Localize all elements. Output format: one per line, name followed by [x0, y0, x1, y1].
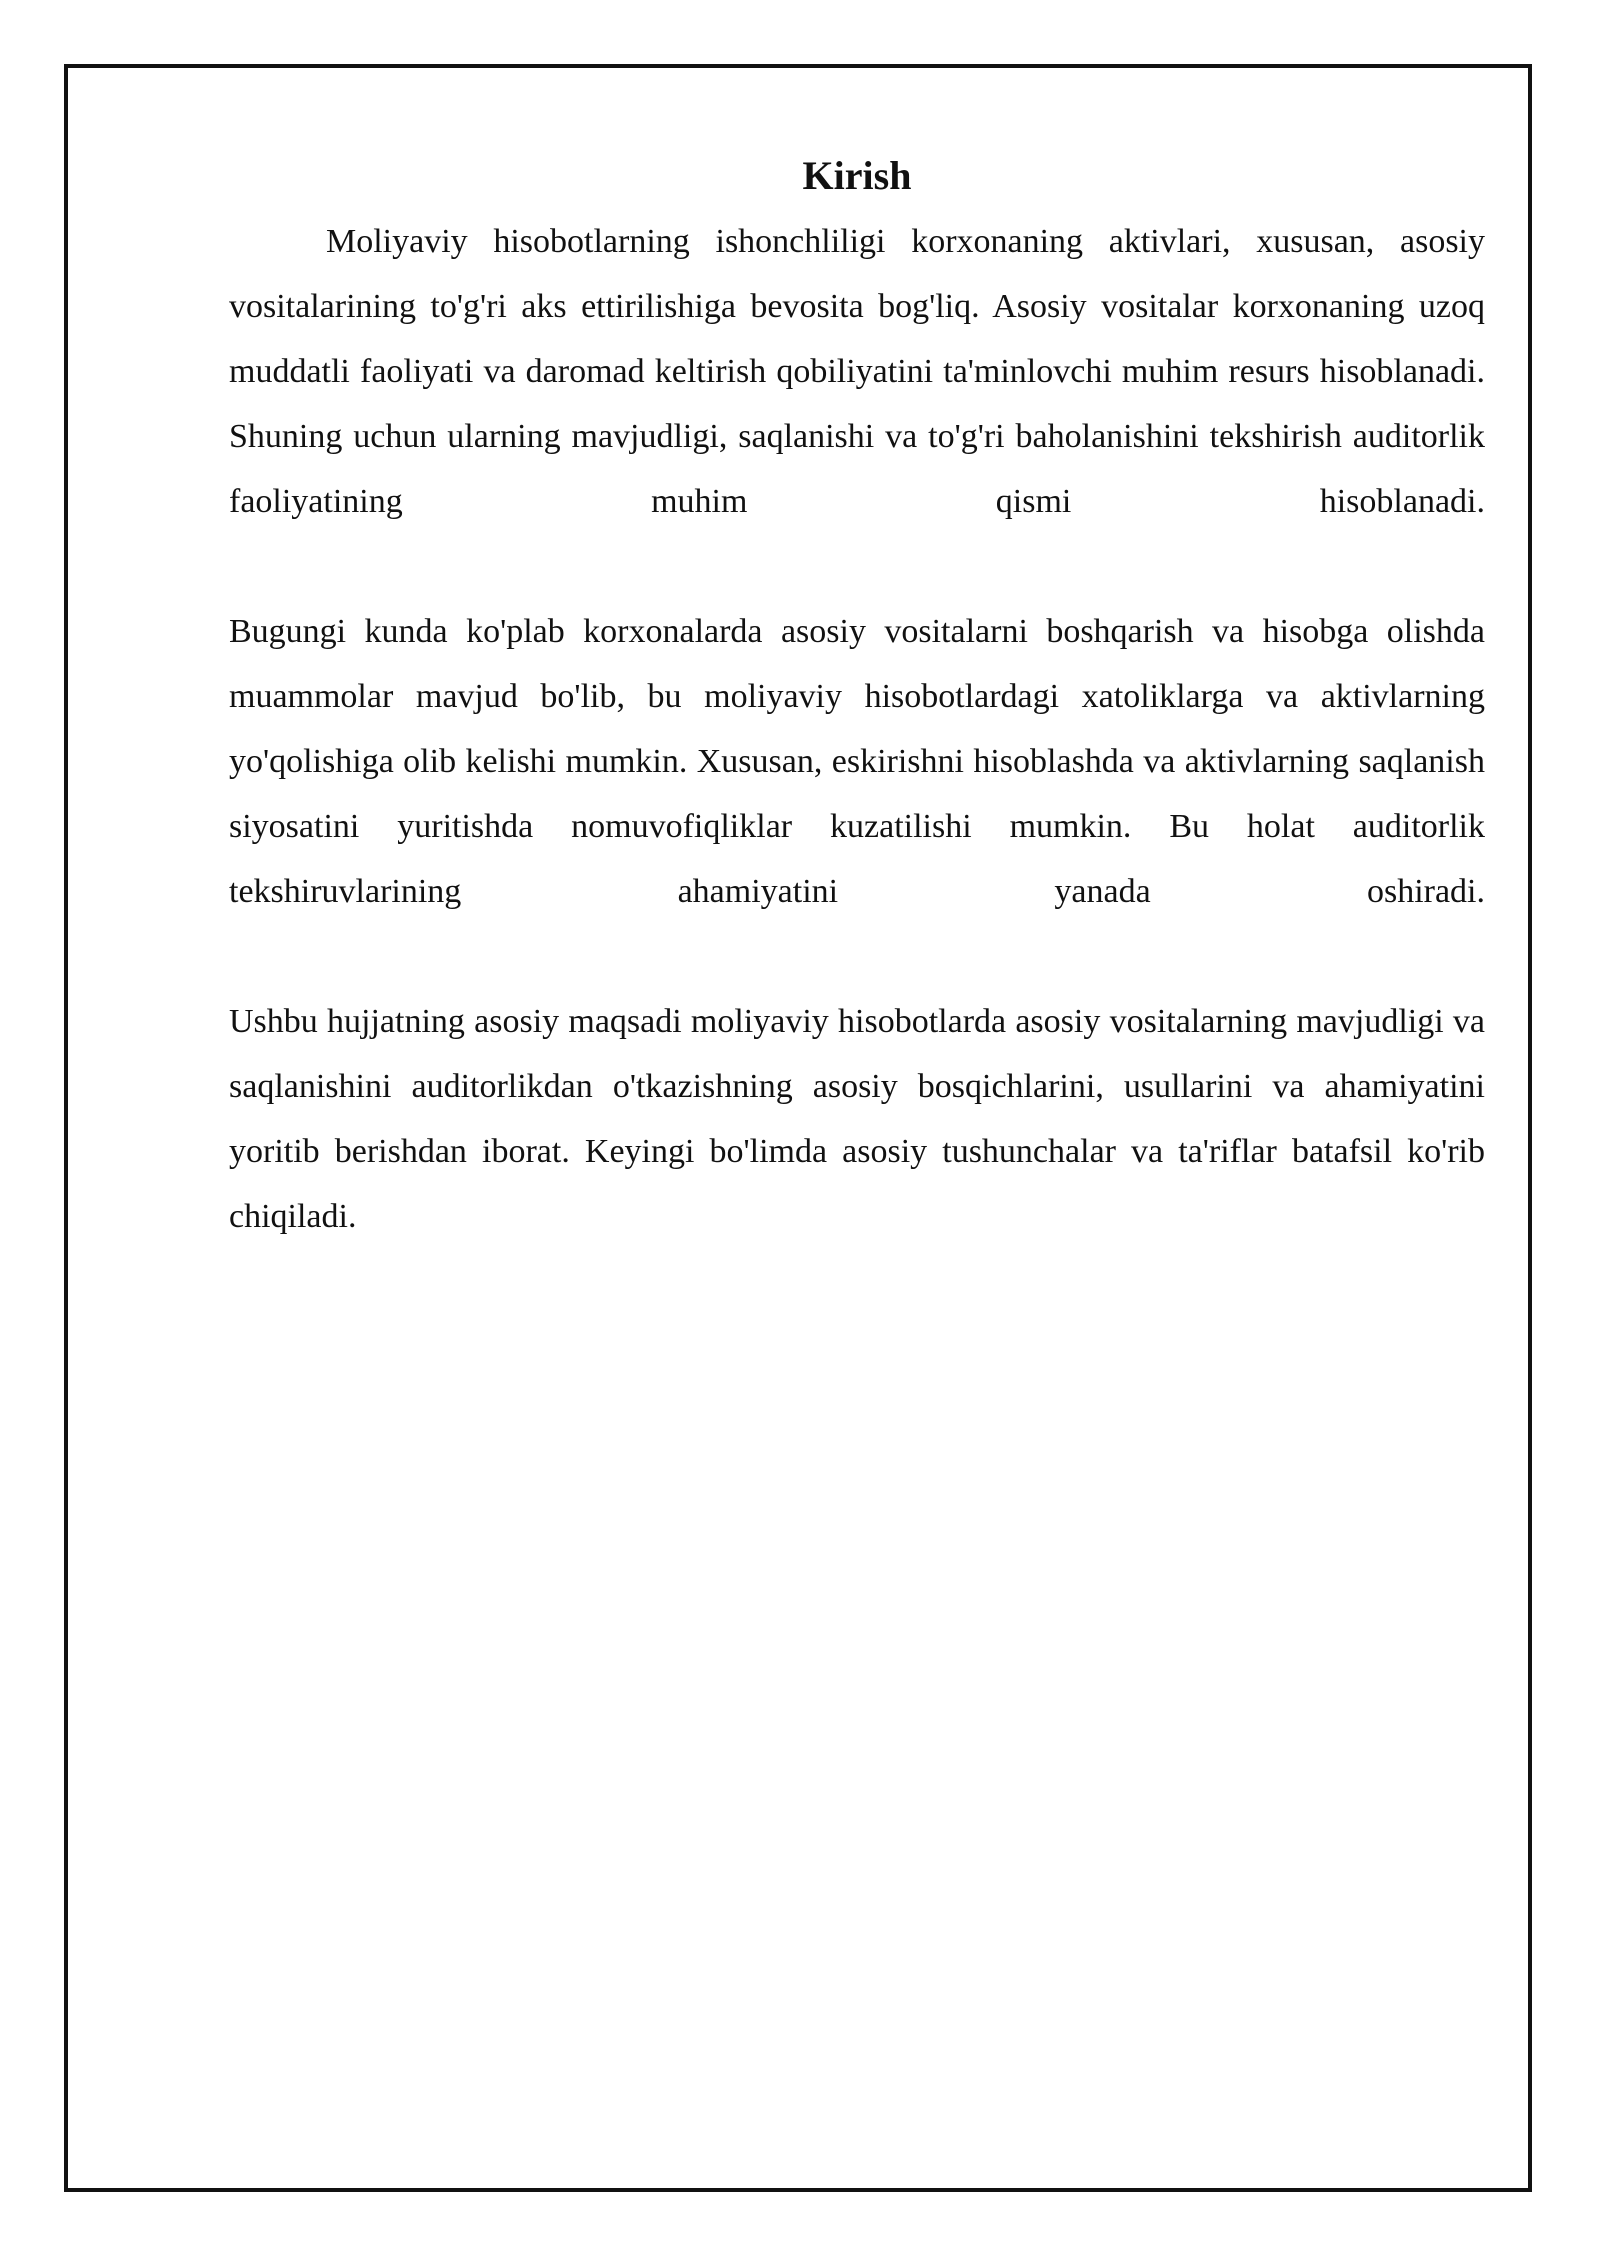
document-title: Kirish [802, 153, 912, 198]
document-body [229, 148, 1485, 1249]
paragraph-3: Ushbu hujjatning asosiy maqsadi moliyaviy hisobotlarda asosiy vositalarning mavjudligi va saqlanishini auditorlikdan o'tkazishning asosiy bosqichlarini, usullarini va ahamiyatini yoritib berishdan iborat. Keyingi bo'limda asosiy tushunchalar va ta'riflar batafsil ko'rib chiqiladi. [229, 1003, 1485, 1235]
paragraph-1: Moliyaviy hisobotlarning ishonchliligi korxonaning aktivlari, xususan, asosiy vositalarining to'g'ri aks ettirilishiga bevosita bog'liq. Asosiy vositalar korxonaning uzoq muddatli faoliyati va daromad keltirish qobiliyatini ta'minlovchi muhim resurs hisoblanadi. Shuning uchun ularning mavjudligi, saqlanishi va to'g'ri baholanishini tekshirish auditorlik faoliyatining muhim qismi hisoblanadi. [229, 223, 1485, 520]
paragraph-gap [229, 924, 1485, 989]
paragraph-2: Bugungi kunda ko'plab korxonalarda asosiy vositalarni boshqarish va hisobga olishda muammolar mavjud bo'lib, bu moliyaviy hisobotlardagi xatoliklarga va aktivlarning yo'qolishiga olib kelishi mumkin. Xususan, eskirishni hisoblashda va aktivlarning saqlanish siyosatini yuritishda nomuvofiqliklar kuzatilishi mumkin. Bu holat auditorlik tekshiruvlarining ahamiyatini yanada oshiradi. [229, 613, 1485, 910]
paragraph-gap [229, 534, 1485, 599]
